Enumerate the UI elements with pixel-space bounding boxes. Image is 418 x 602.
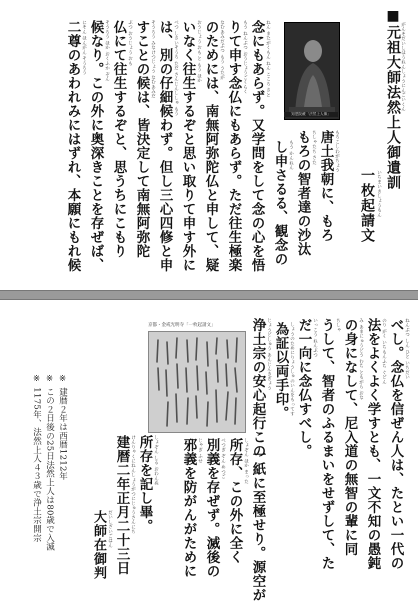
ruby-text: そうろう みなけつじょう なむあみだ [150,20,156,99]
text-column: 浄土宗の安心起行この [249,318,266,458]
text-column: 念にもあらず。又学問をして念の心を悟 [248,20,265,272]
ruby-text: ねん またがくもん ねん こころ さと [265,20,271,98]
text-column: いなく往生するぞと思い取りて申す外に [179,20,196,272]
ruby-text: しょうのためにりょうしゅのいんをもってす [289,322,295,416]
document-photo [148,331,246,433]
ruby-text: もう ねんぶつ おうじょうごくらく [242,20,248,94]
text-column: 為証以両手印。 [272,322,289,420]
text-column: 所存、この外に全く [226,438,243,564]
ruby-text: ちしゃたち さた [311,130,317,165]
ruby-text: じゃぎ ふせ [197,438,203,464]
ruby-text: おうじょう おも と もう ほか [196,20,202,83]
text-column: 法をよくよく学すとも、一文不知の愚鈍 [364,318,381,570]
text-column: 仏にて往生するぞと、思うちにこもり [110,20,127,258]
page-top [0,0,418,290]
footnote: ※ 1175年、法然上人４３歳で浄土宗開宗 [31,374,42,543]
ruby-text: にそん ほんがん そうろう [81,20,87,75]
ruby-text: しょぞん しる おわんぬ [153,435,159,486]
text-column: 候なり。この外に奥深きことを存ぜば、 [87,20,104,272]
text-column: 所存を記し畢。 [136,435,153,533]
portrait-caption: 知恩院蔵「法然上人像」 [284,112,338,117]
ruby-text: べつ しさいそうろ ただ さんじんししゅ もう [173,20,179,116]
ruby-text: もう かんねん [288,140,294,170]
text-column: のためには、南無阿弥陀仏と申して、疑 [202,20,219,272]
footnote: ※ この２日後の25日法然上人は80歳で入滅 [44,374,55,551]
text-column: の身になして、尼入道の無智の輩に同 [341,318,358,556]
page-divider [0,290,418,300]
text-column: 邪義を防がんがために [180,438,197,578]
ruby-text: のり がく いちもんふち ぐどん [381,318,387,384]
ruby-text: いっこう ねんぶつ [312,318,318,358]
text-column: うして、智者のふるまいをせずして、た [318,318,335,570]
date-column: 建暦二年正月二十三日 [113,435,130,575]
text-column: すことの候は、皆決定して南無阿弥陀 [133,20,150,258]
ruby-text: だいしざいごはん [107,510,113,548]
text-column: だ一向に念仏すべし。 [295,318,312,458]
ruby-text: ぶつ おうじょう おも [127,20,133,66]
document-photo-caption: 京都・金戒光明寺「一枚起請文」 [148,323,216,328]
text-column: 一紙に至極せり。源空が [249,448,266,602]
signature: 大師在御判 [91,510,106,580]
ruby-text: ねんぶつ しん ひと いちだい [404,318,410,380]
text-column: 唐土我朝に、もろ [317,130,334,242]
ruby-text: ちしゃ [335,318,341,333]
text-column: 二尊のあわれみにはずれ、本願にもれ候 [64,20,81,272]
ruby-text: しょぞん ほか まった [243,438,249,484]
text-column: べし。念仏を信ぜん人は、たとい一代の [387,318,404,570]
ruby-text: じょうどしゅう あんじんきぎょう [266,318,272,391]
ruby-text: そうろう ほか おくふか ぞん [104,20,110,82]
page-bottom [0,300,418,600]
text-column: は、別の仔細候わず。但し三心四修と申 [156,20,173,272]
subtitle-ruby: いちまいきしょうもん [376,170,382,217]
ruby-text: み あまにゅうどう むち ともがら おな [358,318,364,400]
title-ruby: がんそだいしほうねんしょうにんごいくん [400,22,406,112]
text-column: もろの智者達の沙汰 [294,130,311,256]
ruby-text: べつぎ ぞん めつご [220,438,226,479]
ruby-text: けんりゃくにねんしょうがつにじゅうさんにち [130,435,136,534]
ruby-text: なむあみだぶつ もう うたが [219,20,225,80]
title: ■元祖大師法然上人御遺訓 [385,8,401,190]
text-column: 別義を存ぜず。滅後の [203,438,220,578]
footnote: ※ 建暦２年は西暦1212年 [57,374,68,481]
ruby-text: もろこしわがちょう [334,130,340,173]
subtitle: 一枚起請文 [359,168,375,243]
portrait-image [284,22,340,120]
text-column: し申さるる、観念の [271,140,288,266]
text-column: りて申す念仏にもあらず。ただ往生極楽 [225,20,242,272]
